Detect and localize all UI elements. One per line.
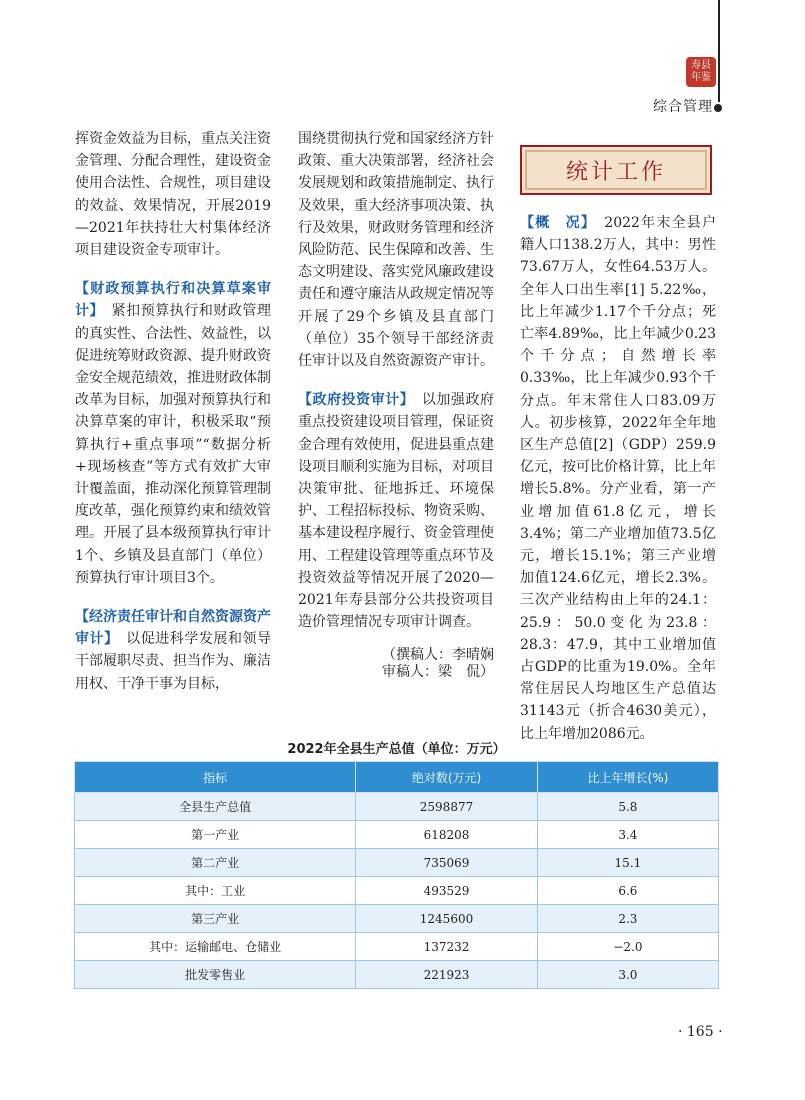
column-2: [298, 128, 494, 683]
column-1: [75, 128, 271, 712]
table-header-row: [75, 762, 719, 793]
table-cell-value: 735069: [356, 849, 538, 877]
heading-economic-responsibility-audit: 【经济责任审计和自然资源资产审计】: [75, 609, 271, 648]
table-cell-growth: 6.6: [537, 877, 718, 905]
table-header-indicator: 指标: [75, 762, 356, 793]
table-cell-value: 137232: [356, 933, 538, 961]
gdp-table: [74, 761, 719, 989]
col3-paragraph-1: [520, 212, 716, 745]
heading-overview: 【概 况】: [520, 215, 590, 231]
credit-writer: （撰稿人：李晴娴: [382, 647, 494, 664]
heading-fiscal-audit: 【财政预算执行和决算草案审计】: [75, 281, 271, 320]
section-dot: [714, 104, 722, 112]
table-row: [75, 821, 719, 849]
table-row: [75, 905, 719, 933]
col1-p3-body: 以促进科学发展和领导干部履职尽责、担当作为、廉洁用权、干净干事为目标，: [75, 631, 272, 692]
col1-paragraph-1: 挥资金效益为目标，重点关注资金管理、分配合理性，建设资金使用合法性、合规性，项目建设的效益、效果情况，开展2019—2021年扶持壮大村集体经济项目建设资金专项审计。: [75, 131, 271, 259]
table-cell-growth: 2.3: [537, 905, 718, 933]
col2-paragraph-2: [298, 389, 494, 633]
table-cell-growth: 15.1: [537, 849, 718, 877]
col1-p2-body: 紧扣预算执行和财政管理的真实性、合法性、效益性，以促进统筹财政资源、提升财政资金安全规范绩效，推进财政体制改革为目标，加强对预算执行和决算草案的审计，积极采取“预算执行+重点事项”“数据分析+现场核查”等方式有效扩大审计覆盖面，推动深化预算管理制度改革，强化预算约束和绩效管理。开展了县本级预算执行审计1个、乡镇及县直部门（单位）预算执行审计项目3个。: [75, 303, 272, 586]
table-cell-indicator: 第三产业: [75, 905, 356, 933]
table-row: [75, 961, 719, 989]
yearbook-logo: 寿县 年鉴: [686, 57, 716, 87]
col2-paragraph-1: 围绕贯彻执行党和国家经济方针政策、重大决策部署，经济社会发展规划和政策措施制定、执行及效果，重大经济事项决策、执行及效果，财政财务管理和经济风险防范、民生保障和改善、生态文明建设、落实党风廉政建设责任和遵守廉洁从政规定情况等开展了29个乡镇及县直部门（单位）35个领导干部经济责任审计以及自然资源资产审计。: [298, 131, 494, 370]
table-header-absolute: 绝对数(万元): [356, 762, 538, 793]
statistics-banner: 统计工作: [520, 145, 712, 195]
section-title: 综合管理: [653, 99, 713, 115]
table-cell-value: 1245600: [356, 905, 538, 933]
table-cell-indicator: 批发零售业: [75, 961, 356, 989]
col1-paragraph-2: [75, 278, 271, 589]
credit-reviewer: 审稿人：梁 侃）: [382, 663, 494, 680]
table-cell-indicator: 第一产业: [75, 821, 356, 849]
col3-p1-body: 2022年末全县户籍人口138.2万人，其中：男性73.67万人，女性64.53万人。全年人口出生率[1] 5.22‰，比上年减少1.17个千分点；死亡率4.89‰，比上年减少0.23个千分点；自然增长率0.33‰，比上年减少0.93个千分点。年末常住人口83.09万人。初步核算，2022年全年地区生产总值[2]（GDP）259.9亿元，按可比价格计算，比上年增长5.8%。分产业看，第一产业增加值61.8亿元，增长3.4%；第二产业增加值73.5亿元，增长15.1%；第三产业增加值124.6亿元，增长2.3%。三次产业结构由上年的24.1：25.9：50.0变化为23.8：28.3：47.9，其中工业增加值占GDP的比重为19.0%。全年常住居民人均地区生产总值达31143元（折合4630美元），比上年增加2086元。: [520, 215, 716, 742]
table-cell-indicator: 全县生产总值: [75, 793, 356, 821]
table-row: [75, 933, 719, 961]
table-cell-value: 493529: [356, 877, 538, 905]
col1-paragraph-3: [75, 606, 271, 695]
table-cell-value: 2598877: [356, 793, 538, 821]
table-cell-growth: 5.8: [537, 793, 718, 821]
page-number: · 165 ·: [678, 1024, 723, 1040]
column-3: [520, 212, 716, 762]
table-cell-indicator: 第二产业: [75, 849, 356, 877]
table-title: 2022年全县生产总值（单位：万元）: [287, 742, 506, 757]
heading-investment-audit: 【政府投资审计】: [298, 392, 408, 409]
table-cell-value: 618208: [356, 821, 538, 849]
table-cell-indicator: 其中：运输邮电、仓储业: [75, 933, 356, 961]
table-cell-growth: 3.4: [537, 821, 718, 849]
table-cell-value: 221923: [356, 961, 538, 989]
table-cell-indicator: 其中：工业: [75, 877, 356, 905]
table-row: [75, 877, 719, 905]
col2-p2-body: 以加强政府重点投资建设项目管理，保证资金合理有效使用，促进县重点建设项目顺利实施为目标，对项目决策审批、征地拆迁、环境保护、工程招标投标、物资采购、基本建设程序履行、资金管理使用、工程建设管理等重点环节及投资效益等情况开展了2020—2021年寿县部分公共投资项目造价管理情况专项审计调查。: [298, 392, 495, 631]
table-cell-growth: −2.0: [537, 933, 718, 961]
header-rule: [718, 0, 720, 102]
table-row: [75, 793, 719, 821]
table-header-growth: 比上年增长(%): [537, 762, 718, 793]
table-cell-growth: 3.0: [537, 961, 718, 989]
table-row: [75, 849, 719, 877]
